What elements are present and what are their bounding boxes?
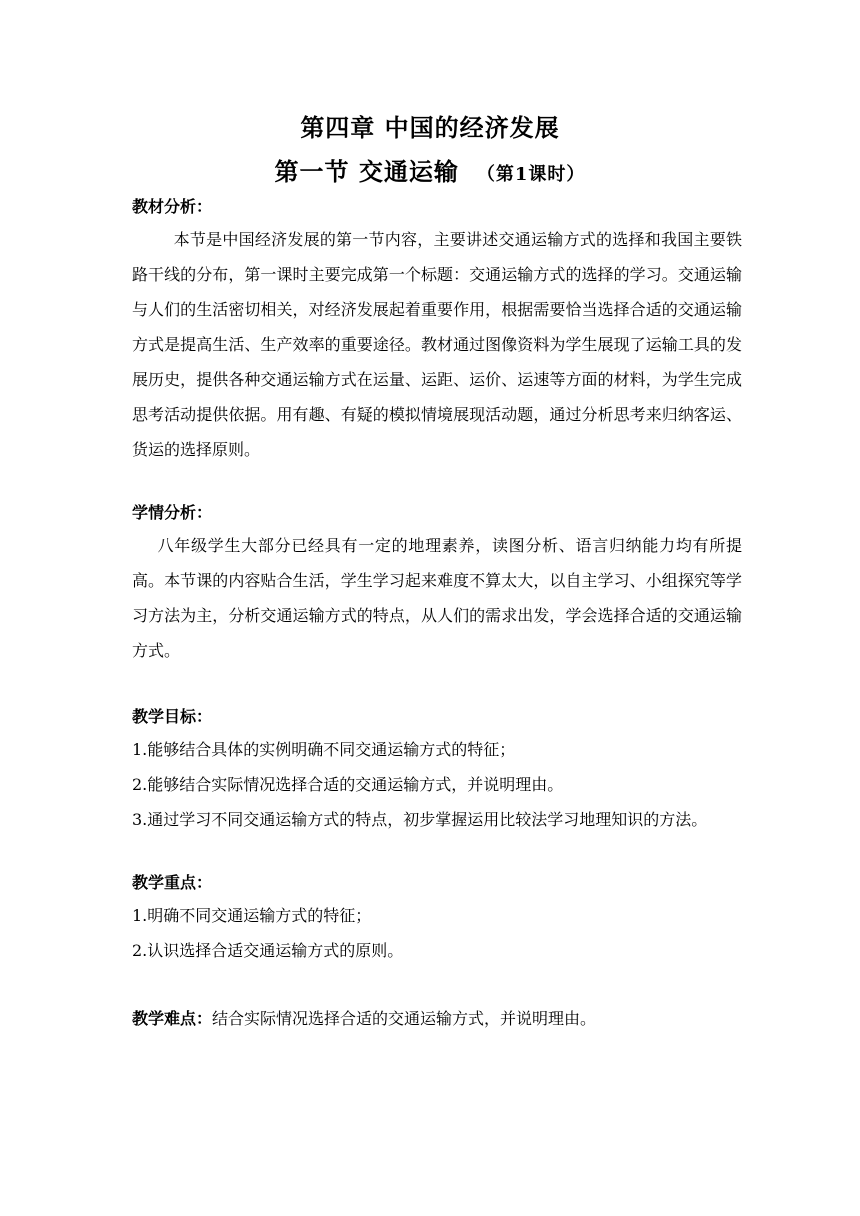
key-point-item: 2.认识选择合适交通运输方式的原则。 (132, 941, 404, 960)
document-body (132, 192, 742, 1034)
difficult-points (132, 1004, 742, 1034)
spacer (132, 968, 742, 1004)
textbook-analysis-heading: 教材分析： (132, 197, 213, 216)
teaching-goals-heading: 教学目标： (132, 707, 213, 726)
section-title (0, 154, 860, 193)
spacer (132, 467, 742, 498)
spacer (132, 837, 742, 868)
teaching-goal-item: 1.能够结合具体的实例明确不同交通运输方式的特征； (132, 740, 516, 759)
section-title-main: 第一节 交通运输 (274, 157, 459, 186)
spacer (132, 668, 742, 702)
section-title-lesson: （第1课时） (476, 164, 586, 185)
textbook-analysis-body: 本节是中国经济发展的第一节内容，主要讲述交通运输方式的选择和我国主要铁路干线的分布，第一课时主要完成第一个标题：交通运输方式的选择的学习。交通运输与人们的生活密切相关，对经济发展起着重要作用，根据需要恰当选择合适的交通运输方式是提高生活、生产效率的重要途径。教材通过图像资料为学生展现了运输工具的发展历史，提供各种交通运输方式在运量、运距、运价、运速等方面的材料，为学生完成思考活动提供依据。用有趣、有疑的模拟情境展现活动题，通过分析思考来归纳客运、货运的选择原则。 (132, 230, 742, 459)
teaching-goal-item: 3.通过学习不同交通运输方式的特点，初步掌握运用比较法学习地理知识的方法。 (132, 810, 708, 829)
teaching-goal-item: 2.能够结合实际情况选择合适的交通运输方式，并说明理由。 (132, 775, 564, 794)
difficult-points-text: 结合实际情况选择合适的交通运输方式，并说明理由。 (212, 1009, 597, 1028)
key-points-heading: 教学重点： (132, 873, 213, 892)
student-analysis-body: 八年级学生大部分已经具有一定的地理素养，读图分析、语言归纳能力均有所提高。本节课的内容贴合生活，学生学习起来难度不算太大，以自主学习、小组探究等学习方法为主，分析交通运输方式的特点，从人们的需求出发，学会选择合适的交通运输方式。 (132, 536, 742, 660)
student-analysis-heading: 学情分析： (132, 503, 213, 522)
key-point-item: 1.明确不同交通运输方式的特征； (132, 906, 372, 925)
difficult-points-label: 教学难点： (132, 1009, 213, 1028)
chapter-title: 第四章 中国的经济发展 (300, 113, 560, 142)
